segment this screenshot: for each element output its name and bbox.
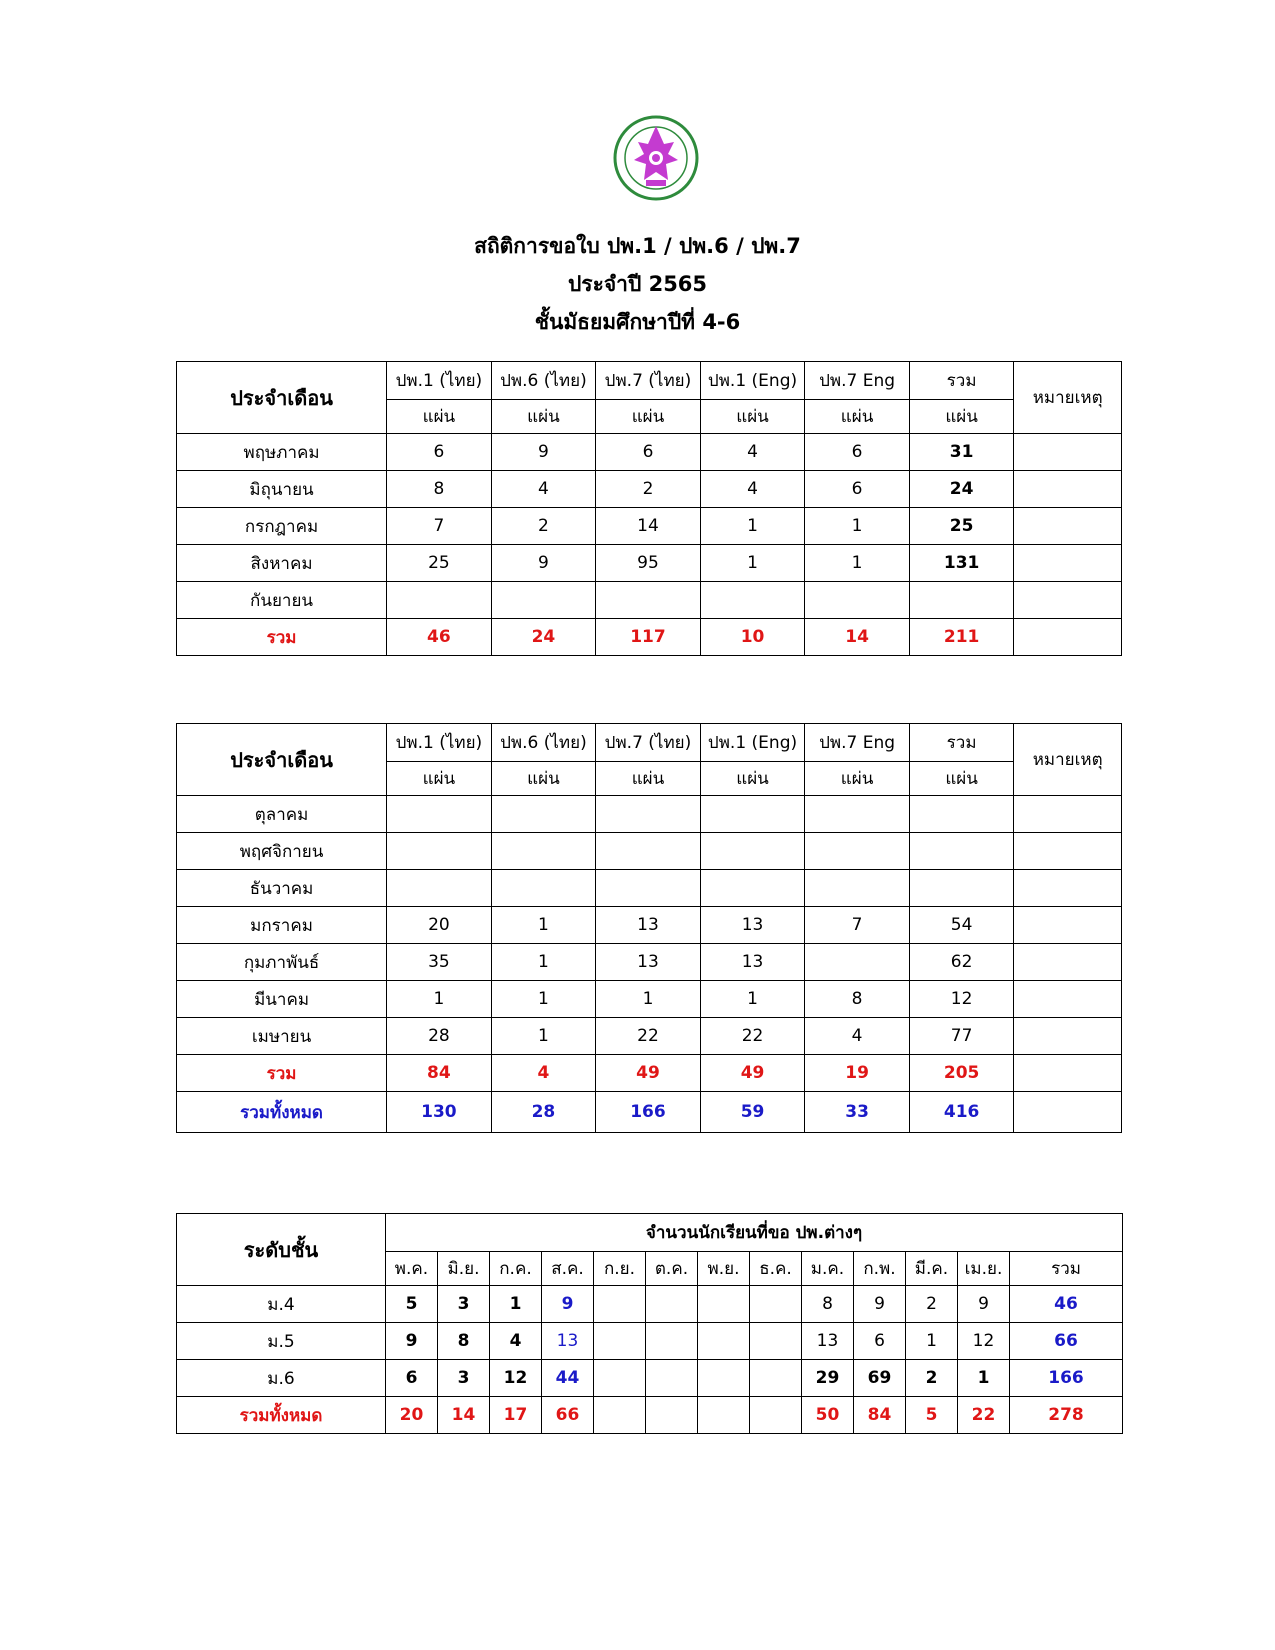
- value-cell: 9: [491, 434, 596, 471]
- group-header: จำนวนนักเรียนที่ขอ ปพ.ต่างๆ: [386, 1214, 1123, 1252]
- value-cell: [805, 833, 910, 870]
- value-cell: 6: [596, 434, 701, 471]
- value-cell: 8: [805, 981, 910, 1018]
- value-cell: 9: [542, 1286, 594, 1323]
- sum-cell: 84: [387, 1055, 492, 1092]
- value-cell: 5: [386, 1286, 438, 1323]
- row-total-cell: 25: [909, 508, 1014, 545]
- value-cell: 4: [805, 1018, 910, 1055]
- value-cell: [805, 870, 910, 907]
- value-cell: 9: [491, 545, 596, 582]
- value-cell: 1: [805, 545, 910, 582]
- month-col-header: เม.ย.: [958, 1252, 1010, 1286]
- value-cell: [491, 796, 596, 833]
- grand-total-cell: 278: [1010, 1397, 1123, 1434]
- value-cell: 13: [700, 944, 805, 981]
- month-cell: พฤศจิกายน: [177, 833, 387, 870]
- table-row: [177, 981, 1122, 1018]
- month-col-header: มี.ค.: [906, 1252, 958, 1286]
- value-cell: 62: [909, 944, 1014, 981]
- row-total-cell: 131: [909, 545, 1014, 582]
- sum-cell: 211: [909, 619, 1014, 656]
- sum-cell: 49: [596, 1055, 701, 1092]
- remark-cell: [1014, 796, 1122, 833]
- month-cell: มีนาคม: [177, 981, 387, 1018]
- grand-total-cell: 66: [542, 1397, 594, 1434]
- sum-cell: 4: [491, 1055, 596, 1092]
- table-row: [177, 434, 1122, 471]
- table-row: [177, 1360, 1123, 1397]
- table-row: [177, 796, 1122, 833]
- value-cell: [646, 1360, 698, 1397]
- value-cell: 3: [438, 1286, 490, 1323]
- value-cell: 29: [802, 1360, 854, 1397]
- value-cell: [646, 1286, 698, 1323]
- remark-cell: [1014, 833, 1122, 870]
- value-cell: 95: [596, 545, 701, 582]
- value-cell: 25: [387, 545, 492, 582]
- value-cell: 44: [542, 1360, 594, 1397]
- month-cell: สิงหาคม: [177, 545, 387, 582]
- unit-label: แผ่น: [805, 762, 910, 796]
- row-total-cell: 31: [909, 434, 1014, 471]
- value-cell: [750, 1360, 802, 1397]
- value-cell: [700, 796, 805, 833]
- value-cell: 1: [805, 508, 910, 545]
- sum-cell: 205: [909, 1055, 1014, 1092]
- table-row: [177, 833, 1122, 870]
- value-cell: 1: [700, 545, 805, 582]
- row-total-cell: 66: [1010, 1323, 1123, 1360]
- month-header: ประจำเดือน: [177, 362, 387, 434]
- value-cell: 8: [438, 1323, 490, 1360]
- remark-cell: [1014, 545, 1122, 582]
- table-row: [177, 508, 1122, 545]
- grand-total-cell: 28: [491, 1092, 596, 1133]
- sum-cell: 46: [387, 619, 492, 656]
- value-cell: 54: [909, 907, 1014, 944]
- month-cell: กรกฎาคม: [177, 508, 387, 545]
- value-cell: [594, 1323, 646, 1360]
- value-cell: [700, 833, 805, 870]
- month-col-header: ต.ค.: [646, 1252, 698, 1286]
- value-cell: 3: [438, 1360, 490, 1397]
- unit-label: แผ่น: [700, 762, 805, 796]
- grand-total-row: [177, 1092, 1122, 1133]
- value-cell: 7: [387, 508, 492, 545]
- unit-label: แผ่น: [596, 400, 701, 434]
- page-subtitle-year: ประจำปี 2565: [567, 272, 708, 296]
- row-total-cell: 24: [909, 471, 1014, 508]
- value-cell: 2: [906, 1286, 958, 1323]
- grand-total-cell: 20: [386, 1397, 438, 1434]
- col-header: ปพ.7 (ไทย): [596, 724, 701, 762]
- value-cell: 6: [854, 1323, 906, 1360]
- unit-label: แผ่น: [700, 400, 805, 434]
- value-cell: [594, 1360, 646, 1397]
- sum-row: [177, 1055, 1122, 1092]
- value-cell: 13: [596, 944, 701, 981]
- month-cell: มกราคม: [177, 907, 387, 944]
- month-col-header: ม.ค.: [802, 1252, 854, 1286]
- value-cell: [909, 833, 1014, 870]
- remark-cell: [1014, 508, 1122, 545]
- value-cell: [698, 1323, 750, 1360]
- value-cell: 2: [596, 471, 701, 508]
- value-cell: 9: [386, 1323, 438, 1360]
- value-cell: 1: [958, 1360, 1010, 1397]
- month-cell: มิถุนายน: [177, 471, 387, 508]
- grand-total-label: รวมทั้งหมด: [177, 1092, 387, 1133]
- value-cell: 22: [700, 1018, 805, 1055]
- level-cell: ม.4: [177, 1286, 386, 1323]
- value-cell: [700, 582, 805, 619]
- value-cell: 4: [491, 471, 596, 508]
- grand-total-cell: 84: [854, 1397, 906, 1434]
- value-cell: [698, 1360, 750, 1397]
- month-cell: ตุลาคม: [177, 796, 387, 833]
- col-header: ปพ.1 (Eng): [700, 362, 805, 400]
- value-cell: [596, 582, 701, 619]
- value-cell: [387, 833, 492, 870]
- col-header: รวม: [909, 724, 1014, 762]
- month-col-header: พ.ย.: [698, 1252, 750, 1286]
- remark-cell: [1014, 1018, 1122, 1055]
- value-cell: 13: [542, 1323, 594, 1360]
- sum-cell: 24: [491, 619, 596, 656]
- month-cell: ธันวาคม: [177, 870, 387, 907]
- value-cell: 8: [802, 1286, 854, 1323]
- grand-total-cell: 416: [909, 1092, 1014, 1133]
- value-cell: 77: [909, 1018, 1014, 1055]
- page-subtitle-grade: ชั้นมัธยมศึกษาปีที่ 4-6: [534, 310, 741, 334]
- sum-row: [177, 619, 1122, 656]
- sum-cell: 19: [805, 1055, 910, 1092]
- page-title: สถิติการขอใบ ปพ.1 / ปพ.6 / ปพ.7: [474, 234, 801, 258]
- table-row: [177, 870, 1122, 907]
- value-cell: 1: [387, 981, 492, 1018]
- total-col-header: รวม: [1010, 1252, 1123, 1286]
- row-total-cell: 46: [1010, 1286, 1123, 1323]
- value-cell: 1: [491, 1018, 596, 1055]
- sum-cell: 14: [805, 619, 910, 656]
- remark-cell: [1014, 944, 1122, 981]
- grand-total-cell: 166: [596, 1092, 701, 1133]
- month-cell: กันยายน: [177, 582, 387, 619]
- value-cell: 13: [596, 907, 701, 944]
- grand-total-cell: 130: [387, 1092, 492, 1133]
- grand-total-cell: [646, 1397, 698, 1434]
- value-cell: [805, 796, 910, 833]
- col-header: ปพ.7 Eng: [805, 362, 910, 400]
- value-cell: 6: [386, 1360, 438, 1397]
- unit-label: แผ่น: [909, 400, 1014, 434]
- value-cell: 69: [854, 1360, 906, 1397]
- grand-total-cell: 50: [802, 1397, 854, 1434]
- value-cell: 7: [805, 907, 910, 944]
- value-cell: 1: [700, 508, 805, 545]
- value-cell: [700, 870, 805, 907]
- sum-label: รวม: [177, 619, 387, 656]
- value-cell: 13: [802, 1323, 854, 1360]
- value-cell: 9: [854, 1286, 906, 1323]
- value-cell: 4: [490, 1323, 542, 1360]
- remark-cell: [1014, 907, 1122, 944]
- value-cell: 1: [491, 907, 596, 944]
- value-cell: [491, 582, 596, 619]
- grand-total-cell: [698, 1397, 750, 1434]
- unit-label: แผ่น: [805, 400, 910, 434]
- stats-table-may-sep: [176, 361, 1122, 656]
- grand-total-cell: 22: [958, 1397, 1010, 1434]
- value-cell: 1: [596, 981, 701, 1018]
- value-cell: 1: [491, 944, 596, 981]
- grand-total-row: [177, 1397, 1123, 1434]
- remark-cell: [1014, 619, 1122, 656]
- month-col-header: ธ.ค.: [750, 1252, 802, 1286]
- value-cell: [596, 796, 701, 833]
- value-cell: [594, 1286, 646, 1323]
- value-cell: 28: [387, 1018, 492, 1055]
- sum-cell: 117: [596, 619, 701, 656]
- students-by-level-table: [176, 1213, 1123, 1434]
- month-col-header: มิ.ย.: [438, 1252, 490, 1286]
- table-row: [177, 582, 1122, 619]
- value-cell: [387, 796, 492, 833]
- month-col-header: ก.ค.: [490, 1252, 542, 1286]
- value-cell: 20: [387, 907, 492, 944]
- value-cell: 12: [958, 1323, 1010, 1360]
- month-cell: กุมภาพันธ์: [177, 944, 387, 981]
- remark-cell: [1014, 1092, 1122, 1133]
- value-cell: [805, 582, 910, 619]
- table-row: [177, 1323, 1123, 1360]
- unit-label: แผ่น: [387, 762, 492, 796]
- value-cell: 2: [906, 1360, 958, 1397]
- value-cell: 22: [596, 1018, 701, 1055]
- remark-cell: [1014, 981, 1122, 1018]
- remark-header: หมายเหตุ: [1014, 362, 1122, 434]
- value-cell: [909, 870, 1014, 907]
- value-cell: 4: [700, 434, 805, 471]
- value-cell: [805, 944, 910, 981]
- value-cell: 14: [596, 508, 701, 545]
- grand-total-cell: 17: [490, 1397, 542, 1434]
- col-header: ปพ.6 (ไทย): [491, 362, 596, 400]
- grand-total-cell: [750, 1397, 802, 1434]
- value-cell: 6: [805, 434, 910, 471]
- col-header: ปพ.7 (ไทย): [596, 362, 701, 400]
- value-cell: 1: [700, 981, 805, 1018]
- value-cell: 13: [700, 907, 805, 944]
- sum-cell: 10: [700, 619, 805, 656]
- grand-total-cell: 14: [438, 1397, 490, 1434]
- col-header: ปพ.7 Eng: [805, 724, 910, 762]
- grand-total-label: รวมทั้งหมด: [177, 1397, 386, 1434]
- grand-total-cell: 5: [906, 1397, 958, 1434]
- grand-total-cell: [594, 1397, 646, 1434]
- value-cell: 12: [490, 1360, 542, 1397]
- sum-label: รวม: [177, 1055, 387, 1092]
- value-cell: [596, 870, 701, 907]
- remark-cell: [1014, 471, 1122, 508]
- level-header: ระดับชั้น: [177, 1214, 386, 1286]
- table-row: [177, 944, 1122, 981]
- value-cell: [698, 1286, 750, 1323]
- grand-total-cell: 33: [805, 1092, 910, 1133]
- value-cell: 1: [491, 981, 596, 1018]
- value-cell: 1: [906, 1323, 958, 1360]
- value-cell: 4: [700, 471, 805, 508]
- level-cell: ม.5: [177, 1323, 386, 1360]
- table-row: [177, 545, 1122, 582]
- value-cell: [750, 1286, 802, 1323]
- value-cell: 2: [491, 508, 596, 545]
- unit-label: แผ่น: [387, 400, 492, 434]
- value-cell: 8: [387, 471, 492, 508]
- value-cell: [750, 1323, 802, 1360]
- month-col-header: ก.พ.: [854, 1252, 906, 1286]
- unit-label: แผ่น: [909, 762, 1014, 796]
- month-cell: เมษายน: [177, 1018, 387, 1055]
- school-seal-logo: [612, 114, 700, 202]
- remark-cell: [1014, 434, 1122, 471]
- value-cell: [491, 870, 596, 907]
- level-cell: ม.6: [177, 1360, 386, 1397]
- col-header: ปพ.1 (ไทย): [387, 724, 492, 762]
- table-row: [177, 907, 1122, 944]
- unit-label: แผ่น: [596, 762, 701, 796]
- month-header: ประจำเดือน: [177, 724, 387, 796]
- value-cell: [387, 582, 492, 619]
- remark-cell: [1014, 582, 1122, 619]
- value-cell: 6: [387, 434, 492, 471]
- value-cell: 6: [805, 471, 910, 508]
- unit-label: แผ่น: [491, 400, 596, 434]
- value-cell: [491, 833, 596, 870]
- remark-cell: [1014, 870, 1122, 907]
- table-row: [177, 1286, 1123, 1323]
- value-cell: 35: [387, 944, 492, 981]
- month-cell: พฤษภาคม: [177, 434, 387, 471]
- month-col-header: ก.ย.: [594, 1252, 646, 1286]
- col-header: ปพ.1 (ไทย): [387, 362, 492, 400]
- value-cell: 1: [490, 1286, 542, 1323]
- col-header: รวม: [909, 362, 1014, 400]
- month-col-header: ส.ค.: [542, 1252, 594, 1286]
- value-cell: [909, 796, 1014, 833]
- value-cell: 9: [958, 1286, 1010, 1323]
- value-cell: [646, 1323, 698, 1360]
- grand-total-cell: 59: [700, 1092, 805, 1133]
- stats-table-oct-apr: [176, 723, 1122, 1133]
- sum-cell: 49: [700, 1055, 805, 1092]
- value-cell: [387, 870, 492, 907]
- row-total-cell: 166: [1010, 1360, 1123, 1397]
- table-row: [177, 471, 1122, 508]
- remark-header: หมายเหตุ: [1014, 724, 1122, 796]
- remark-cell: [1014, 1055, 1122, 1092]
- value-cell: [596, 833, 701, 870]
- table-row: [177, 1018, 1122, 1055]
- row-total-cell: [909, 582, 1014, 619]
- month-col-header: พ.ค.: [386, 1252, 438, 1286]
- col-header: ปพ.1 (Eng): [700, 724, 805, 762]
- unit-label: แผ่น: [491, 762, 596, 796]
- col-header: ปพ.6 (ไทย): [491, 724, 596, 762]
- value-cell: 12: [909, 981, 1014, 1018]
